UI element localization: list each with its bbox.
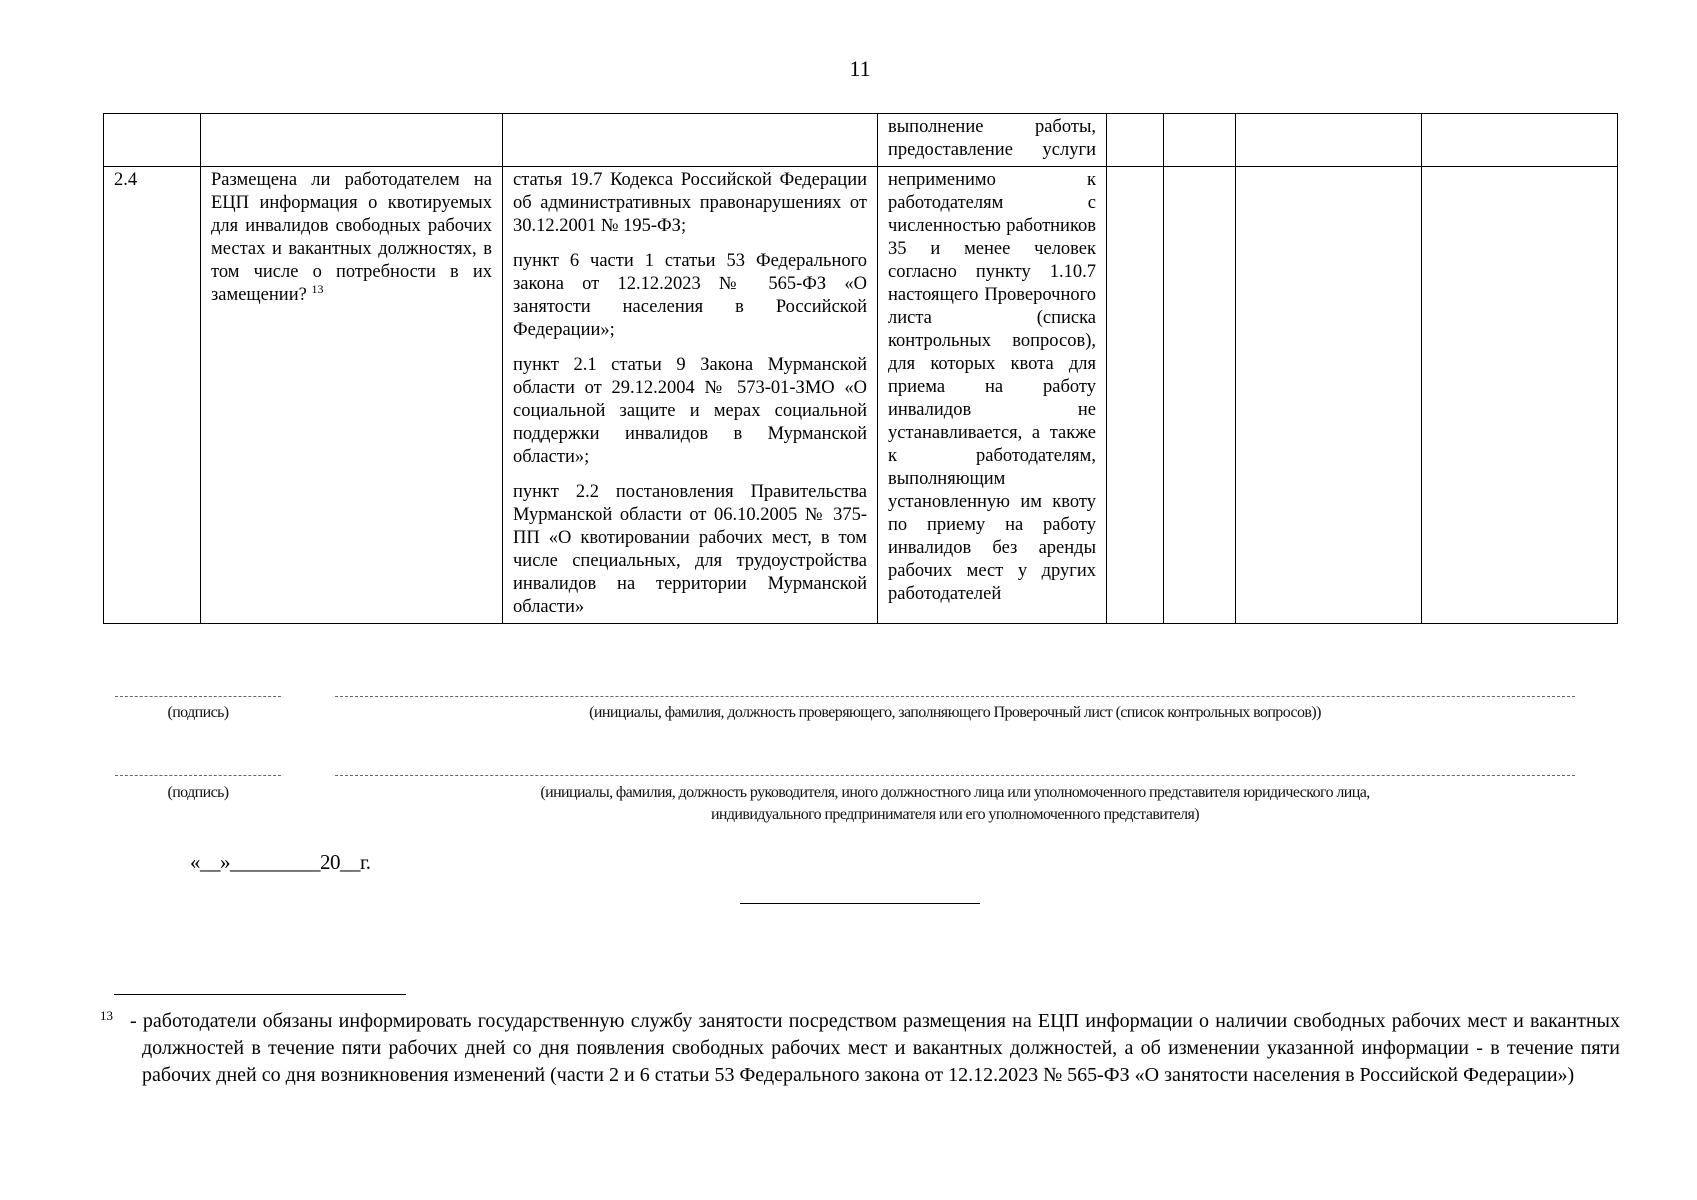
manager-caption-line-2: индивидуального предпринимателя или его уполномоченного представителя) <box>710 806 1200 823</box>
question-text: Размещена ли работодателем на ЕЦП информация о квотируемых для инвалидов свободных рабочих местах и вакантных должностях, в том числе о потребности в их замещении? <box>211 170 492 305</box>
answer-no-cell <box>1164 114 1236 167</box>
question-cell <box>201 167 503 624</box>
legal-refs-cell <box>503 114 878 167</box>
signature-caption-2: (подпись) <box>167 784 229 801</box>
footnote-number: 13 <box>100 1008 113 1023</box>
table-row-continuation <box>104 114 1618 167</box>
footnote-ref: 13 <box>311 281 324 296</box>
answer-yes-cell <box>1107 167 1164 624</box>
signature-line-2 <box>115 775 281 776</box>
inspector-name-line <box>335 696 1575 697</box>
signature-caption-1: (подпись) <box>167 704 229 721</box>
inspector-caption: (инициалы, фамилия, должность проверяющего, заполняющего Проверочный лист (список контрольных вопросов)) <box>589 704 1321 721</box>
note-cell: неприменимо к работодателям с численностью работников 35 и менее человек согласно пункту 1.10.7 настоящего Проверочного листа (списка контрольных вопросов), для которых квота для приема на работу инвалидов не устанавливается, а также к работодателям, выполняющим установленную им квоту по приему на работу инвалидов без аренды рабочих мест у других работодателей <box>878 167 1107 624</box>
table-row-2-4 <box>104 167 1618 624</box>
legal-ref-item: статья 19.7 Кодекса Российской Федерации об административных правонарушениях от 30.12.2001 № 195-ФЗ; <box>513 170 867 236</box>
manager-caption-line-1: (инициалы, фамилия, должность руководителя, иного должностного лица или уполномоченного представителя юридического лица, <box>540 784 1370 801</box>
end-separator-line <box>740 903 980 904</box>
answer-no-cell <box>1164 167 1236 624</box>
page-number: 11 <box>849 56 871 81</box>
footnote-text: - работодатели обязаны информировать государственную службу занятости посредством размещения на ЕЦП информации о наличии свободных рабочих мест и вакантных должностей в течение пяти рабочих дней со дня появления свободных рабочих мест и вакантных должностей, а об изменении указанной информации - в течение пяти рабочих дней со дня возникновения изменений (части 2 и 6 статьи 53 Федерального закона от 12.12.2023 № 565-ФЗ «О занятости населения в Российской Федерации») <box>130 1010 1620 1086</box>
note-cell: выполнение работы, предоставление услуги <box>878 114 1107 167</box>
remarks-cell <box>1422 167 1618 624</box>
signature-line-1 <box>115 696 281 697</box>
manager-name-line <box>335 775 1575 776</box>
date-field: «__»_________20__г. <box>190 850 371 874</box>
legal-ref-item: пункт 2.2 постановления Правительства Мурманской области от 06.10.2005 № 375-ПП «О квотировании рабочих мест, в том числе специальных, для трудоустройства инвалидов на территории Мурманской области» <box>513 482 867 617</box>
not-applicable-cell <box>1236 114 1422 167</box>
legal-ref-item: пункт 2.1 статьи 9 Закона Мурманской области от 29.12.2004 № 573-01-ЗМО «О социальной защите и мерах социальной поддержки инвалидов в Мурманской области»; <box>513 355 867 467</box>
row-number-cell: 2.4 <box>104 167 201 624</box>
remarks-cell <box>1422 114 1618 167</box>
checklist-table <box>103 113 1618 624</box>
footnote <box>100 1008 1620 1089</box>
legal-refs-cell <box>503 167 878 624</box>
question-cell <box>201 114 503 167</box>
legal-ref-item: пункт 6 части 1 статьи 53 Федерального закона от 12.12.2023 № 565-ФЗ «О занятости населения в Российской Федерации»; <box>513 251 867 340</box>
not-applicable-cell <box>1236 167 1422 624</box>
row-number-cell <box>104 114 201 167</box>
footnote-separator <box>114 994 406 995</box>
answer-yes-cell <box>1107 114 1164 167</box>
